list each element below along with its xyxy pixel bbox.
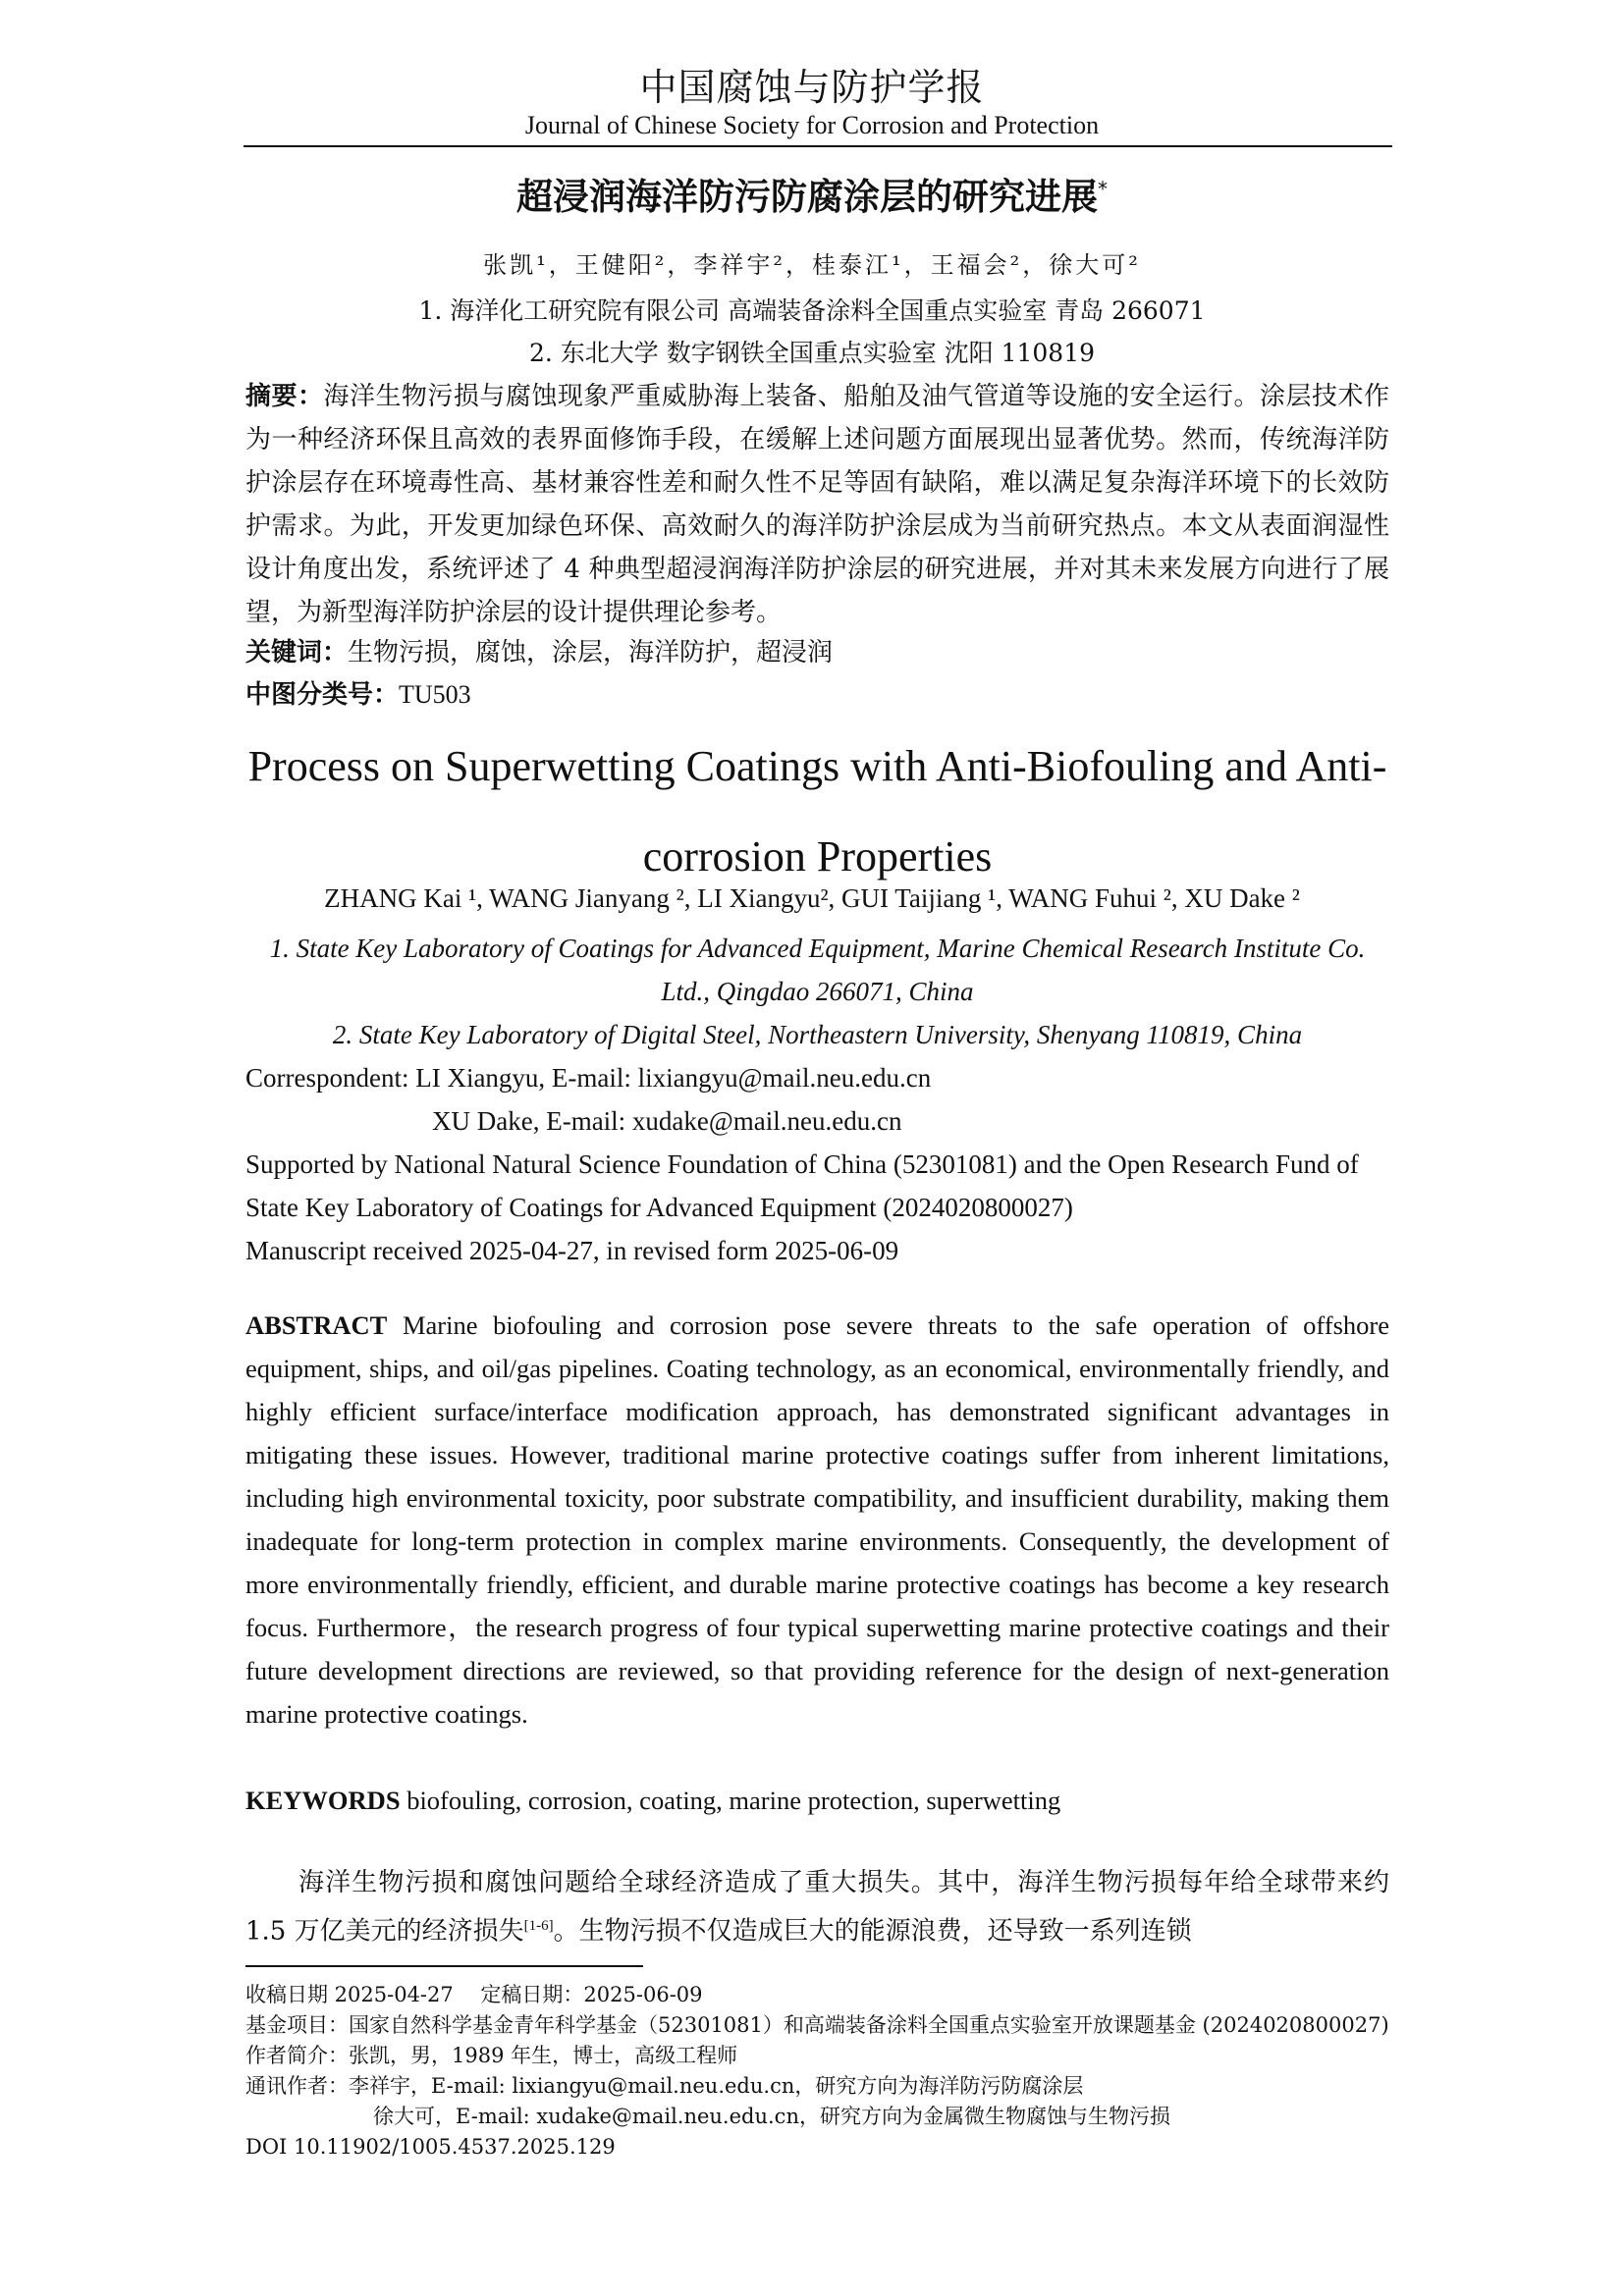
correspondent-1: Correspondent: LI Xiangyu, E-mail: lixiangyu@mail.neu.edu.cn bbox=[245, 1063, 932, 1093]
keywords-en bbox=[245, 1779, 1389, 1822]
footnote-corresponding-2: 徐大可，E-mail: xudake@mail.neu.edu.cn，研究方向为金属微生物腐蚀与生物污损 bbox=[373, 2105, 1170, 2128]
abstract-en-text: Marine biofouling and corrosion pose severe threats to the safe operation of offshore equipment, ships, and oil/gas pipelines. Coating technology, as an economical, environmentally friendly, and highly efficient surface/interface modification approach, has demonstrated significant advantages in mitigating these issues. However, traditional marine protective coatings suffer from inherent limitations, including high environmental toxicity, poor substrate compatibility, and insufficient durability, making them inadequate for long-term protection in complex marine environments. Consequently, the development of more environmentally friendly, efficient, and durable marine protective coatings has become a key research focus. Furthermore，the research progress of four typical superwetting marine protective coatings and their future development directions are reviewed, so that providing reference for the design of next-generation marine protective coatings. bbox=[245, 1310, 1389, 1729]
body-paragraph bbox=[245, 1861, 1389, 1953]
footnote-funding: 基金项目：国家自然科学基金青年科学基金（52301081）和高端装备涂料全国重点实验室开放课题基金 (2024020800027) bbox=[245, 2013, 1389, 2037]
affiliation-cn-2: 2. 东北大学 数字钢铁全国重点实验室 沈阳 110819 bbox=[528, 339, 1096, 367]
keywords-cn bbox=[245, 631, 1389, 674]
abstract-cn-label: 摘要： bbox=[245, 382, 324, 411]
affiliation-cn-1: 1. 海洋化工研究院有限公司 高端装备涂料全国重点实验室 青岛 266071 bbox=[418, 296, 1206, 325]
classification-cn-label: 中图分类号： bbox=[245, 680, 400, 710]
classification-cn-code: TU503 bbox=[399, 680, 471, 709]
body-text-a: 海洋生物污损和腐蚀问题给全球经济造成了重大损失。其中，海洋生物污损每年给全球带来约 1.5 万亿美元的经济损失 bbox=[245, 1868, 1389, 1947]
authors-cn: 张凯¹，王健阳²，李祥宇²，桂泰江¹，王福会²，徐大可² bbox=[483, 251, 1141, 279]
authors-en: ZHANG Kai ¹, WANG Jianyang ², LI Xiangyu², GUI Taijiang ¹, WANG Fuhui ², XU Dake ² bbox=[324, 883, 1300, 913]
journal-title-en: Journal of Chinese Society for Corrosion and Protection bbox=[524, 111, 1100, 139]
keywords-en-text: biofouling, corrosion, coating, marine protection, superwetting bbox=[406, 1786, 1061, 1815]
citation-link[interactable]: [1-6] bbox=[523, 1918, 554, 1934]
classification-cn bbox=[245, 673, 1389, 717]
manuscript-dates: Manuscript received 2025-04-27, in revised form 2025-06-09 bbox=[245, 1236, 899, 1265]
body-text-b: 。生物污损不仅造成巨大的能源浪费，还导致一系列连锁 bbox=[553, 1916, 1192, 1947]
footnote-dates: 收稿日期 2025-04-27 定稿日期：2025-06-09 bbox=[245, 1983, 703, 2006]
abstract-cn-text: 海洋生物污损与腐蚀现象严重威胁海上装备、船舶及油气管道等设施的安全运行。涂层技术作为一种经济环保且高效的表界面修饰手段，在缓解上述问题方面展现出显著优势。然而，传统海洋防护涂层存在环境毒性高、基材兼容性差和耐久性不足等固有缺陷，难以满足复杂海洋环境下的长效防护需求。为此，开发更加绿色环保、高效耐久的海洋防护涂层成为当前研究热点。本文从表面润湿性设计角度出发，系统评述了 4 种典型超浸润海洋防护涂层的研究进展，并对其未来发展方向进行了展望，为新型海洋防护涂层的设计提供理论参考。 bbox=[245, 382, 1389, 627]
funding-statement: Supported by National Natural Science Foundation of China (52301081) and the Open Research Fund of State Key Laboratory of Coatings for Advanced Equipment (2024020800027) bbox=[245, 1149, 1359, 1222]
abstract-en bbox=[245, 1304, 1389, 1735]
footnote-corresponding-1: 通讯作者：李祥宇，E-mail: lixiangyu@mail.neu.edu.cn，研究方向为海洋防污防腐涂层 bbox=[245, 2074, 1084, 2098]
correspondent-2: XU Dake, E-mail: xudake@mail.neu.edu.cn bbox=[432, 1106, 902, 1136]
header-divider bbox=[244, 145, 1392, 147]
footnote-divider bbox=[245, 1965, 643, 1967]
keywords-cn-label: 关键词： bbox=[245, 638, 349, 667]
keywords-cn-text: 生物污损，腐蚀，涂层，海洋防护，超浸润 bbox=[348, 638, 834, 667]
footnote-doi: DOI 10.11902/1005.4537.2025.129 bbox=[245, 2135, 616, 2159]
footnote-author-bio: 作者简介：张凯，男，1989 年生，博士，高级工程师 bbox=[245, 2044, 738, 2067]
journal-title-cn: 中国腐蚀与防护学报 bbox=[639, 66, 985, 109]
affiliation-en-2: 2. State Key Laboratory of Digital Steel, Northeastern University, Shenyang 110819, China bbox=[332, 1020, 1303, 1049]
article-title-en: Process on Superwetting Coatings with Anti-Biofouling and Anti-corrosion Properties bbox=[247, 742, 1387, 881]
abstract-en-label: ABSTRACT bbox=[245, 1310, 388, 1340]
article-title-cn bbox=[0, 167, 1624, 220]
article-title-cn-text: 超浸润海洋防污防腐涂层的研究进展 bbox=[516, 176, 1098, 218]
title-footnote-mark: * bbox=[1098, 177, 1108, 201]
abstract-cn bbox=[245, 375, 1389, 634]
keywords-en-label: KEYWORDS bbox=[245, 1786, 401, 1815]
footnotes bbox=[245, 1980, 1394, 2163]
affiliation-en-1: 1. State Key Laboratory of Coatings for Advanced Equipment, Marine Chemical Research Institute Co. Ltd., Qingdao 266071, China bbox=[269, 934, 1366, 1006]
